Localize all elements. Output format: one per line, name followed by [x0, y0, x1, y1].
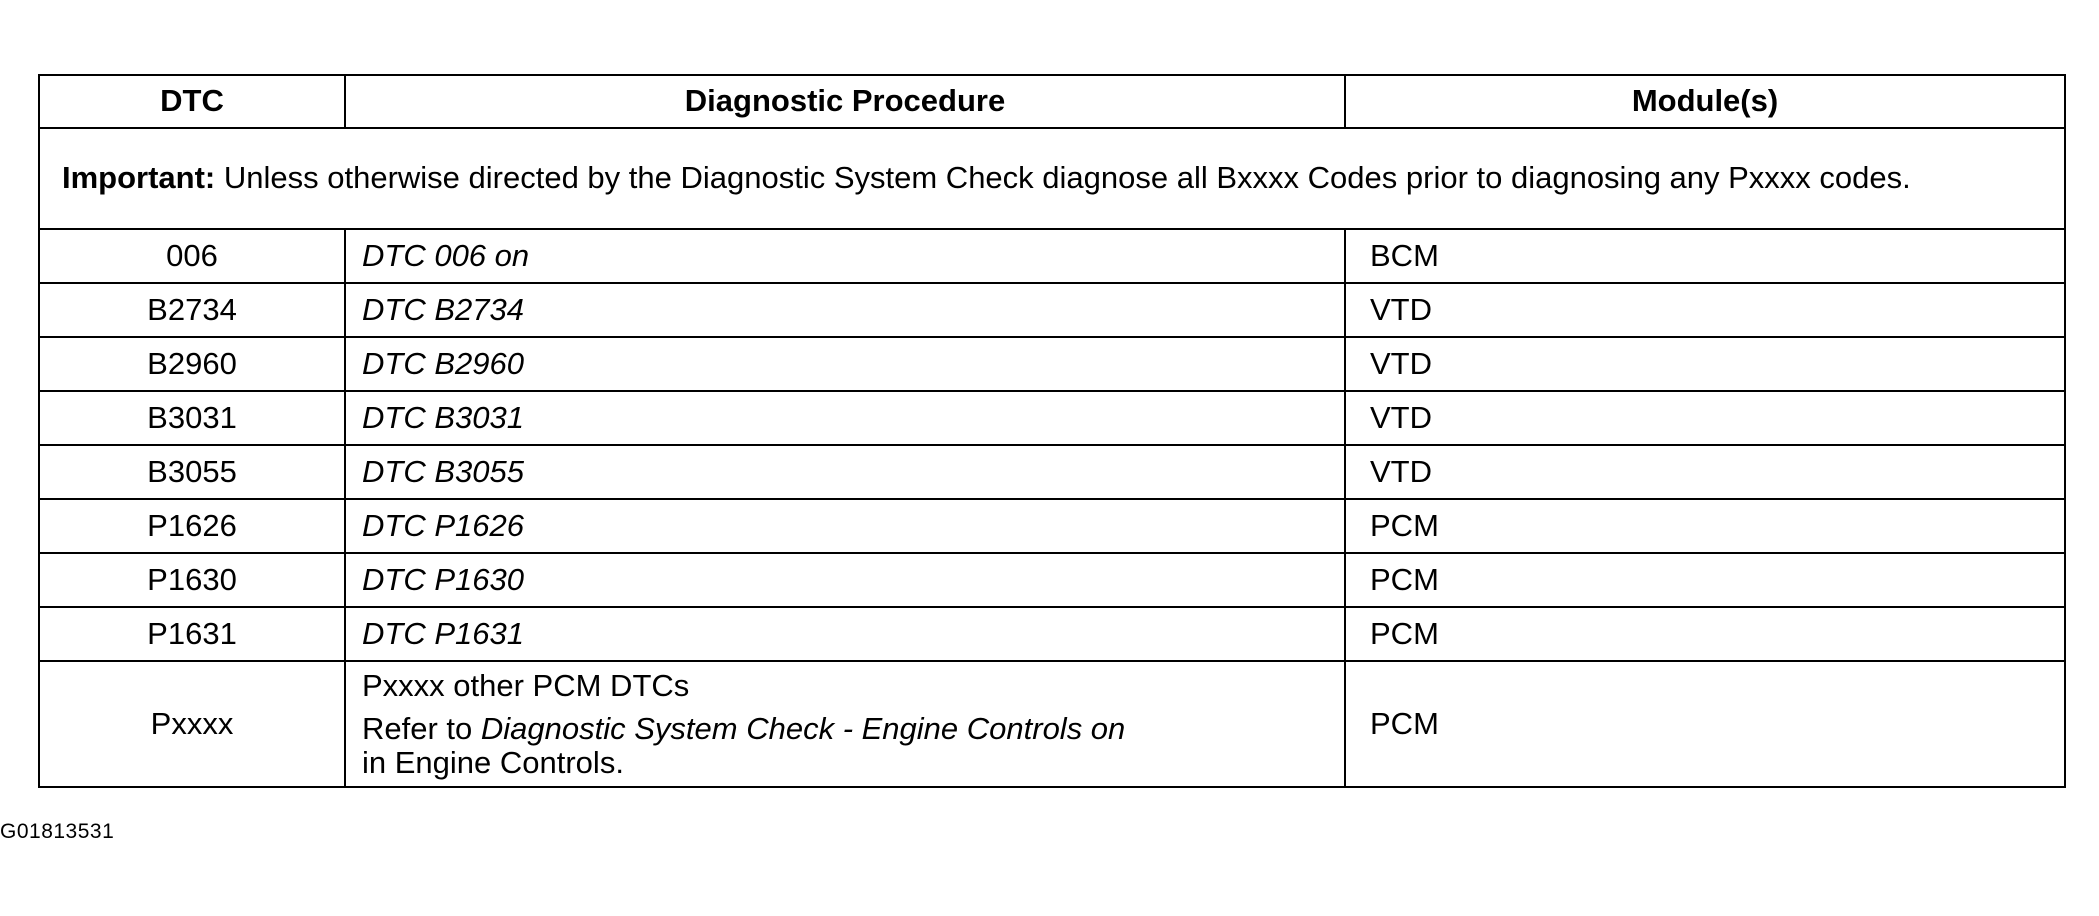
table-row — [39, 283, 2065, 337]
procedure-line-1: Pxxxx other PCM DTCs — [362, 667, 690, 703]
table-row — [39, 445, 2065, 499]
procedure-link[interactable]: DTC P1631 — [345, 607, 1345, 661]
procedure-link[interactable]: Diagnostic System Check - Engine Controls on — [480, 711, 1126, 747]
procedure-link[interactable]: DTC B2960 — [345, 337, 1345, 391]
module: VTD — [1345, 391, 2065, 445]
module: VTD — [1345, 337, 2065, 391]
refer-prefix: Refer to — [362, 711, 481, 747]
procedure-link[interactable]: DTC B3031 — [345, 391, 1345, 445]
procedure-link[interactable]: DTC 006 on — [345, 229, 1345, 283]
dtc-code: B3055 — [39, 445, 345, 499]
dtc-code: P1631 — [39, 607, 345, 661]
procedure-line-2 — [362, 712, 1328, 779]
table-row — [39, 499, 2065, 553]
note-text: Unless otherwise directed by the Diagnostic System Check diagnose all Bxxxx Codes prior to diagnosing any Pxxxx codes. — [215, 160, 1911, 196]
table-row — [39, 337, 2065, 391]
dtc-code: B2734 — [39, 283, 345, 337]
important-note — [39, 128, 2065, 229]
dtc-code: 006 — [39, 229, 345, 283]
dtc-table — [38, 74, 2066, 788]
module: PCM — [1345, 661, 2065, 787]
table-row — [39, 229, 2065, 283]
note-row — [39, 128, 2065, 229]
table-row — [39, 661, 2065, 787]
table-row — [39, 391, 2065, 445]
module: PCM — [1345, 553, 2065, 607]
dtc-code: Pxxxx — [39, 661, 345, 787]
module: PCM — [1345, 499, 2065, 553]
table-row — [39, 607, 2065, 661]
note-label: Important: — [62, 160, 216, 196]
figure-id: G01813531 — [0, 820, 115, 843]
procedure-link[interactable]: DTC P1626 — [345, 499, 1345, 553]
procedure-cell — [345, 661, 1345, 787]
module: VTD — [1345, 445, 2065, 499]
header-dtc: DTC — [39, 75, 345, 128]
procedure-link[interactable]: DTC B2734 — [345, 283, 1345, 337]
dtc-code: B3031 — [39, 391, 345, 445]
header-modules: Module(s) — [1345, 75, 2065, 128]
procedure-line-3: in Engine Controls. — [362, 744, 624, 780]
procedure-link[interactable]: DTC B3055 — [345, 445, 1345, 499]
dtc-code: P1630 — [39, 553, 345, 607]
header-row — [39, 75, 2065, 128]
module: PCM — [1345, 607, 2065, 661]
table-row — [39, 553, 2065, 607]
module: VTD — [1345, 283, 2065, 337]
module: BCM — [1345, 229, 2065, 283]
dtc-code: B2960 — [39, 337, 345, 391]
dtc-code: P1626 — [39, 499, 345, 553]
header-procedure: Diagnostic Procedure — [345, 75, 1345, 128]
procedure-link[interactable]: DTC P1630 — [345, 553, 1345, 607]
